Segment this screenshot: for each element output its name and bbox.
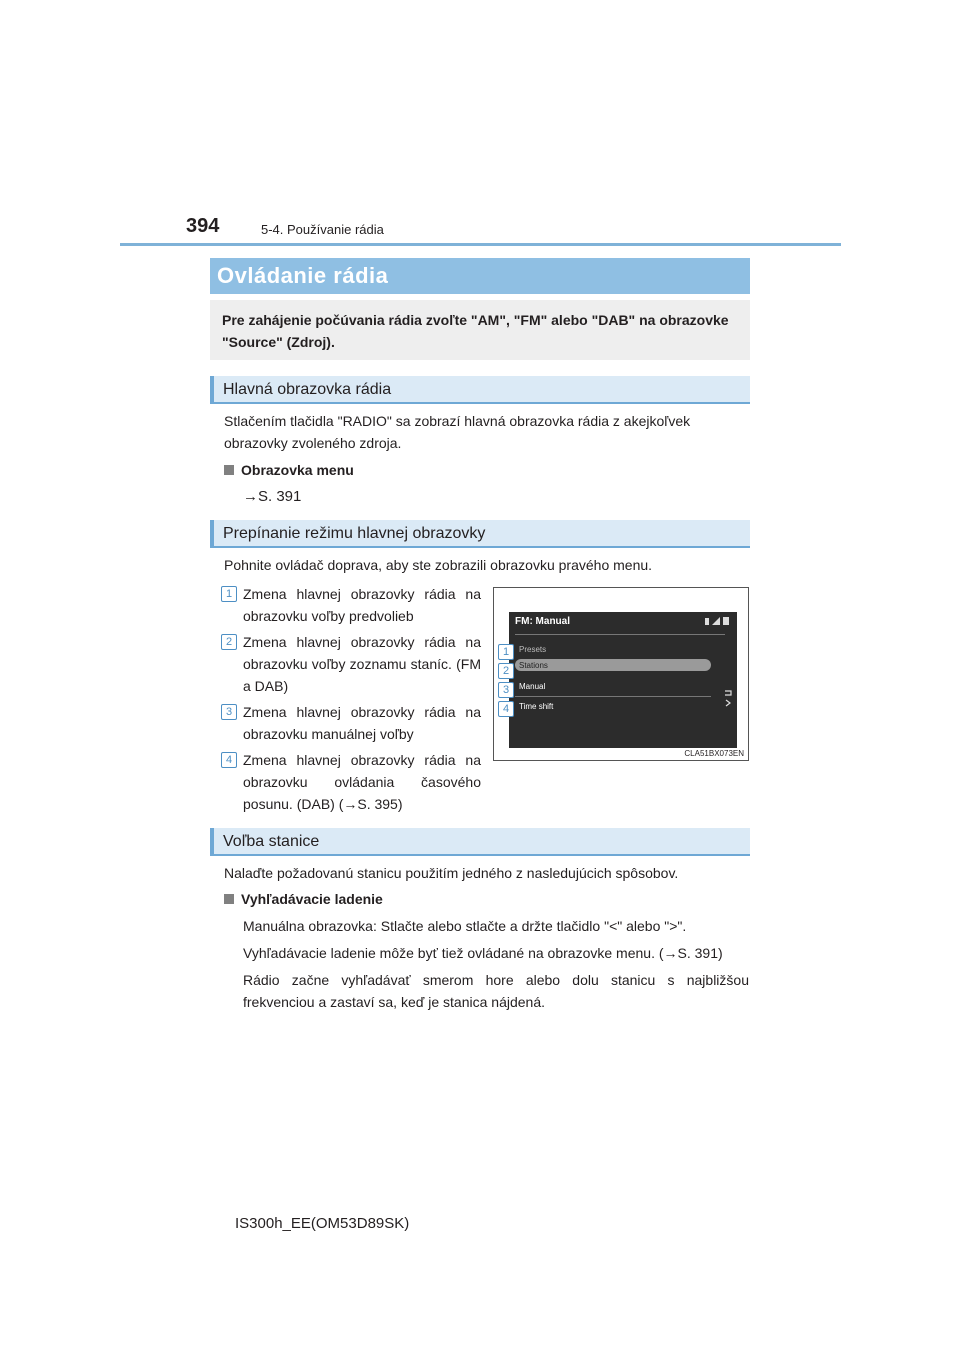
- list-item-text: Zmena hlavnej obrazovky rádia na obrazovku ovládania časového posunu. (DAB) (→S. 395): [243, 752, 481, 812]
- menu-item-stations: Stations: [519, 661, 548, 670]
- divider: [515, 634, 725, 635]
- main-screen-paragraph: Stlačením tlačidla "RADIO" sa zobrazí hlavná obrazovka rádia z akejkoľvek obrazovky zvoleného zdroja.: [224, 413, 691, 451]
- switch-mode-paragraph: Pohnite ovládač doprava, aby ste zobrazili obrazovku pravého menu.: [224, 557, 653, 573]
- section-heading-text: Voľba stanice: [223, 833, 320, 850]
- list-item: [221, 749, 481, 815]
- section-heading-main-screen: [210, 376, 750, 404]
- menu-item-time-shift: Time shift: [519, 702, 554, 711]
- number-badge: 3: [498, 682, 514, 698]
- callout-3: [498, 680, 514, 698]
- intro-box: [210, 300, 750, 360]
- number-badge: 4: [498, 701, 514, 717]
- callout-1: [498, 642, 514, 660]
- title-bar: [210, 258, 750, 294]
- section-heading-text: Hlavná obrazovka rádia: [223, 381, 392, 398]
- section-heading-station-select: [210, 828, 750, 856]
- list-item: [221, 701, 481, 745]
- menu-item-presets: Presets: [519, 645, 547, 654]
- page-number: 394: [186, 215, 220, 237]
- number-badge: 1: [221, 586, 237, 602]
- list-item-text: Zmena hlavnej obrazovky rádia na obrazovku voľby predvolieb: [243, 586, 481, 624]
- station-select-paragraph: Nalaďte požadovanú stanicu použitím jedného z nasledujúcich spôsobov.: [224, 865, 679, 881]
- number-badge: 3: [221, 704, 237, 720]
- list-item-text: Zmena hlavnej obrazovky rádia na obrazovku manuálnej voľby: [243, 704, 481, 742]
- divider: [515, 696, 711, 697]
- number-badge: 1: [498, 644, 514, 660]
- seek-line: Vyhľadávacie ladenie môže byť tiež ovládané na obrazovke menu. (→S. 391): [243, 945, 723, 961]
- bullet-label: Obrazovka menu: [241, 462, 354, 478]
- screen-title: FM: Manual: [515, 616, 570, 627]
- radio-screen-illustration: [493, 587, 749, 761]
- intro-text: Pre zahájenie počúvania rádia zvoľte "AM", "FM" alebo "DAB" na obrazovke "Source" (Zdroj).: [222, 312, 729, 350]
- radio-display: [509, 612, 737, 748]
- section-heading-switch-mode: [210, 520, 750, 548]
- seek-line: Rádio začne vyhľadávať smerom hore alebo dolu stanicu s najbližšou frekvenciou a zastaví sa, keď je stanica nájdená.: [243, 972, 749, 1010]
- callout-2: [498, 661, 514, 679]
- number-badge: 2: [498, 663, 514, 679]
- bullet-label: Vyhľadávacie ladenie: [241, 891, 383, 907]
- signal-status-icon: [705, 616, 731, 626]
- return-chevron-icon: [723, 688, 733, 708]
- bullet-menu-screen: [224, 459, 354, 481]
- header-rule: [120, 243, 841, 246]
- number-badge: 4: [221, 752, 237, 768]
- section-reference: 5-4. Používanie rádia: [261, 222, 384, 237]
- callout-4: [498, 699, 514, 717]
- bullet-seek-tuning: [224, 888, 383, 910]
- menu-item-manual: Manual: [519, 682, 546, 691]
- list-item: [221, 631, 481, 697]
- page-title: Ovládanie rádia: [217, 263, 389, 288]
- number-badge: 2: [221, 634, 237, 650]
- list-item-text: Zmena hlavnej obrazovky rádia na obrazovku voľby zoznamu staníc. (FM a DAB): [243, 634, 481, 694]
- image-code: CLA51BX073EN: [684, 749, 744, 758]
- square-bullet-icon: [224, 894, 234, 904]
- seek-line: Manuálna obrazovka: Stlačte alebo stlačte a držte tlačidlo "<" alebo ">".: [243, 918, 687, 934]
- section-heading-text: Prepínanie režimu hlavnej obrazovky: [223, 525, 486, 542]
- list-item: [221, 583, 481, 627]
- square-bullet-icon: [224, 465, 234, 475]
- footer-model-code: IS300h_EE(OM53D89SK): [235, 1215, 410, 1232]
- page-reference: →S. 391: [243, 488, 302, 505]
